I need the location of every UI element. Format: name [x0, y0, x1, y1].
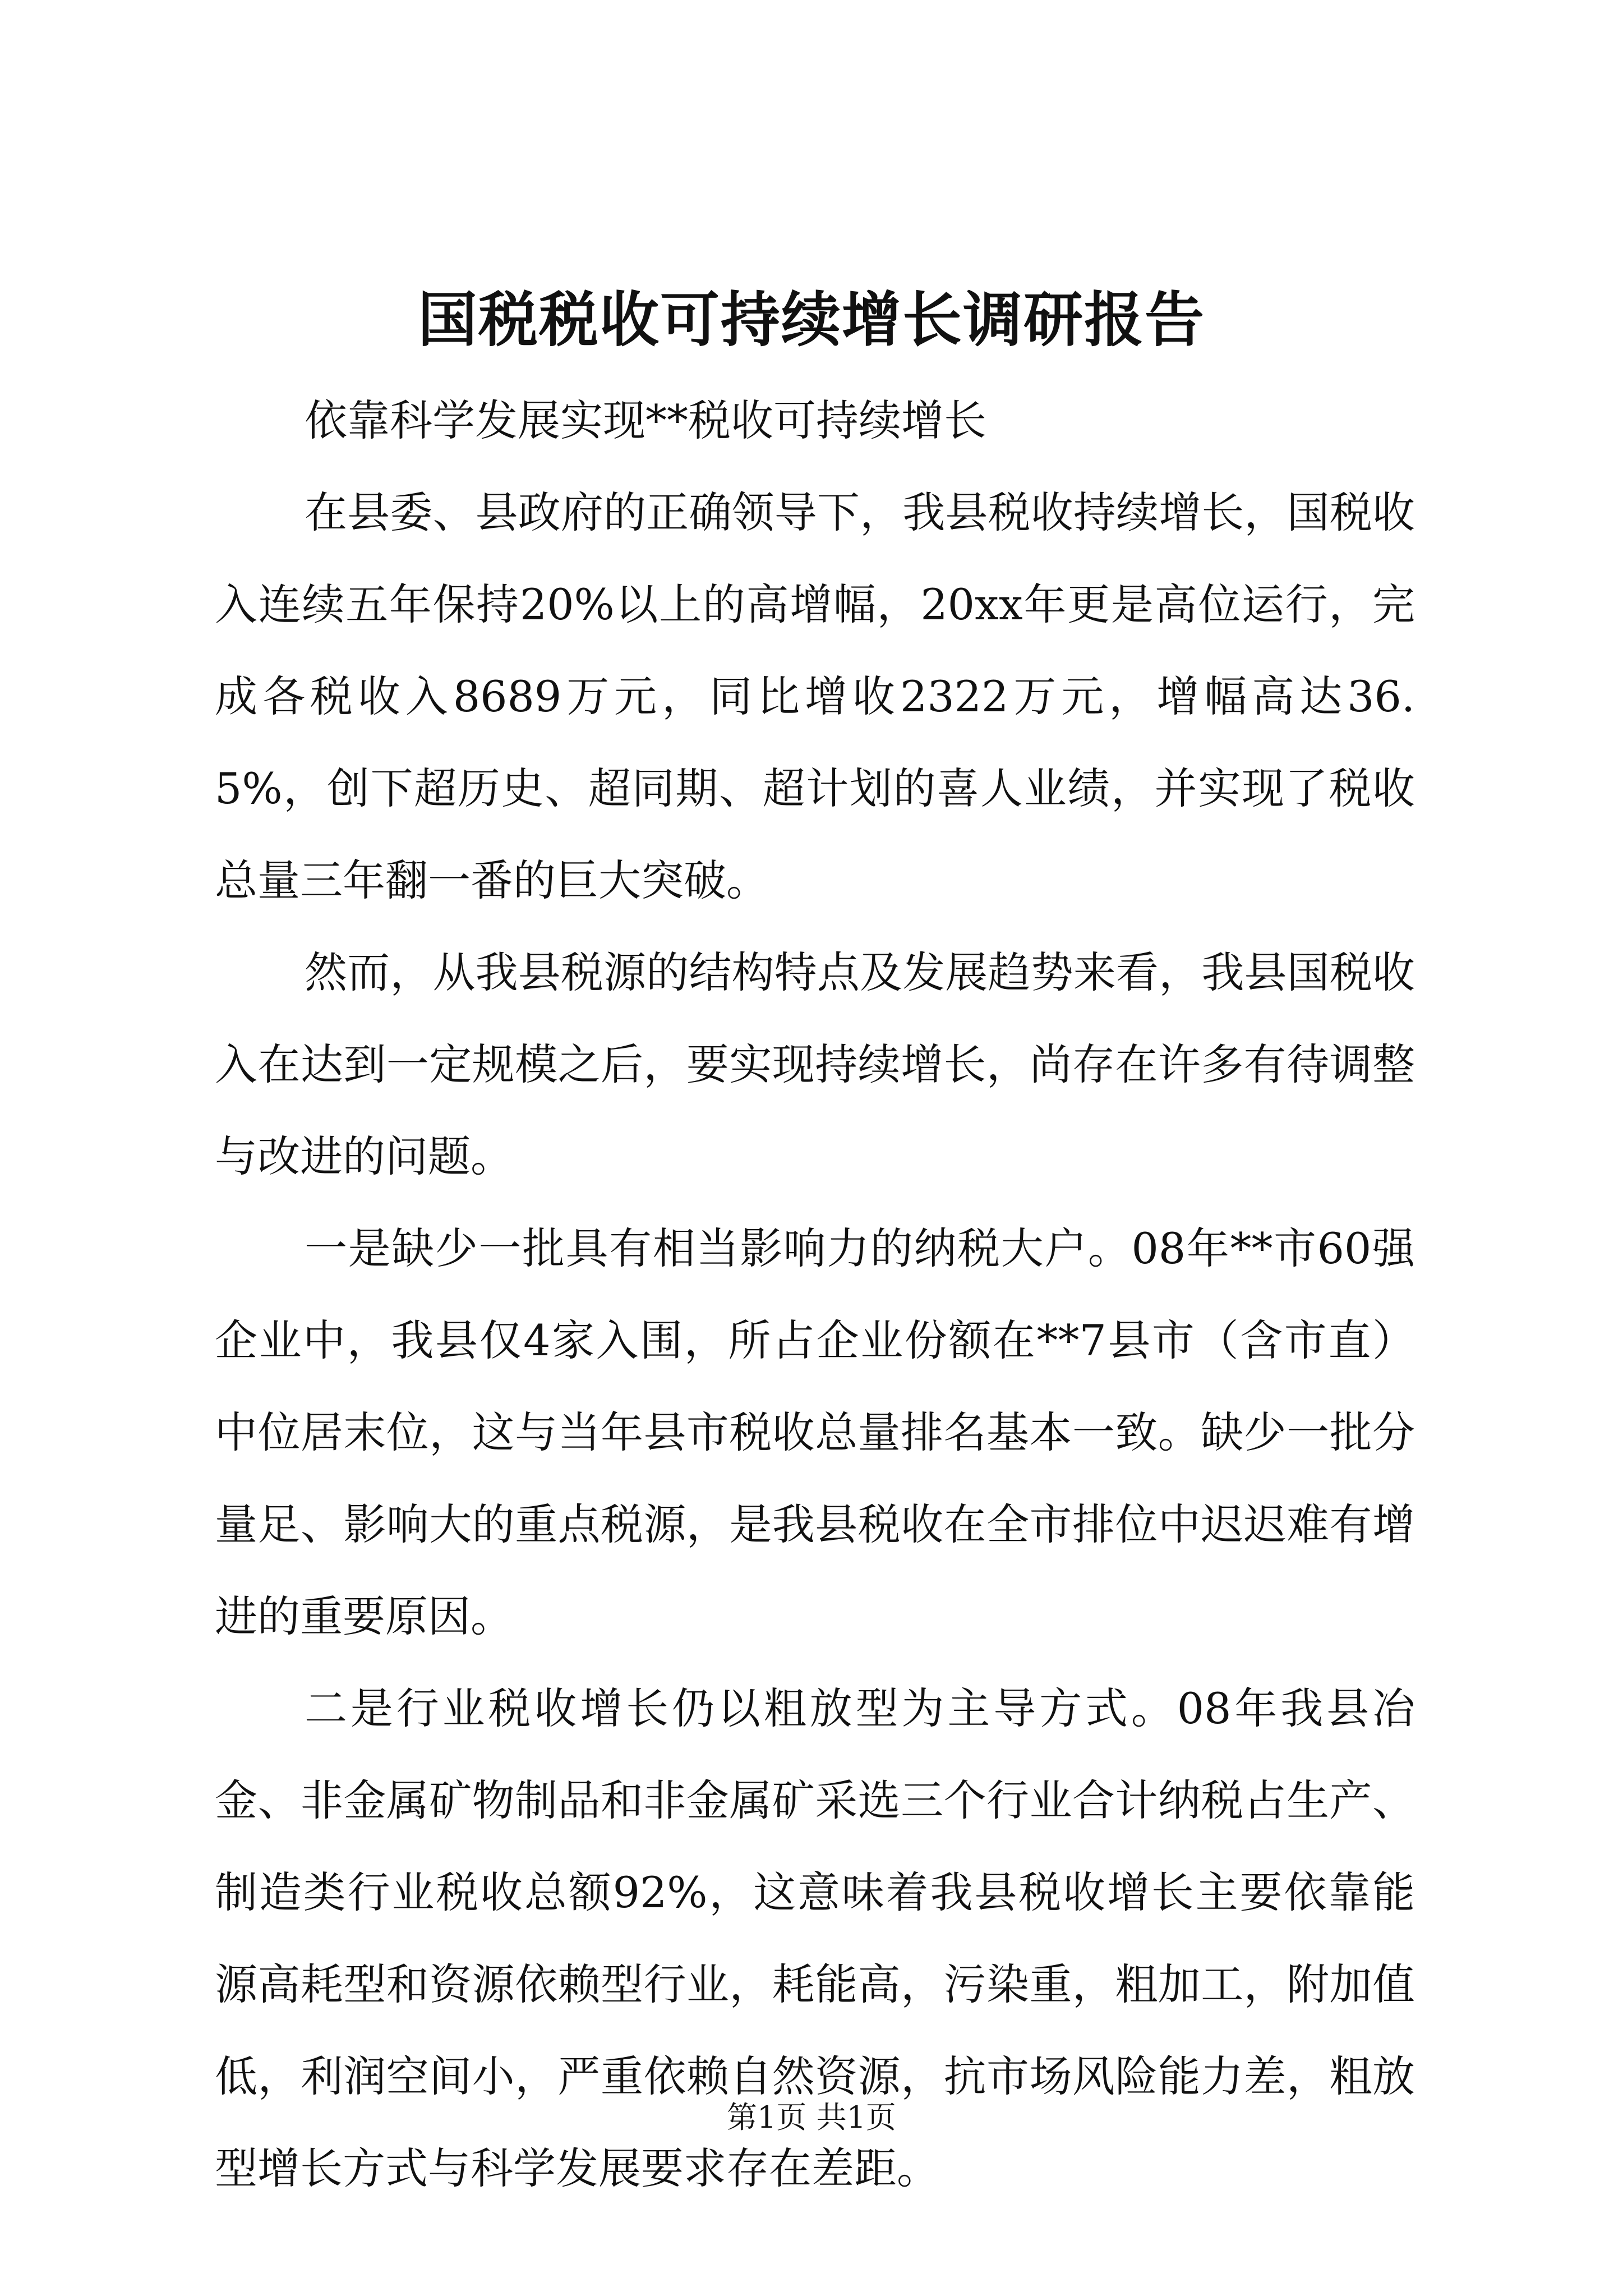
document-title: 国税税收可持续增长调研报告 — [418, 284, 1205, 355]
page-footer: 第1页 共1页 — [727, 2100, 896, 2135]
body-paragraph: 在县委、县政府的正确领导下，我县税收持续增长，国税收入连续五年保持20%以上的高增幅，20xx年更是高位运行，完成各税收入8689万元，同比增收2322万元，增幅高达36.5%，创下超历史、超同期、超计划的喜人业绩，并实现了税收总量三年翻一番的巨大突破。 — [215, 487, 1415, 905]
body-paragraph: 二是行业税收增长仍以粗放型为主导方式。08年我县冶金、非金属矿物制品和非金属矿采选三个行业合计纳税占生产、制造类行业税收总额92%，这意味着我县税收增长主要依靠能源高耗型和资源依赖型行业，耗能高，污染重，粗加工，附加值低，利润空间小，严重依赖自然资源，抗市场风险能力差，粗放型增长方式与科学发展要求存在差距。 — [215, 1683, 1415, 2193]
body-paragraph: 然而，从我县税源的结构特点及发展趋势来看，我县国税收入在达到一定规模之后，要实现持续增长，尚存在许多有待调整与改进的问题。 — [215, 947, 1415, 1181]
document-body — [215, 375, 1415, 2215]
subtitle-paragraph: 依靠科学发展实现**税收可持续增长 — [305, 395, 986, 445]
body-paragraph: 一是缺少一批具有相当影响力的纳税大户。08年**市60强企业中，我县仅4家入围，所占企业份额在**7县市（含市直）中位居末位，这与当年县市税收总量排名基本一致。缺少一批分量足、影响大的重点税源，是我县税收在全市排位中迟迟难有增进的重要原因。 — [215, 1223, 1415, 1641]
